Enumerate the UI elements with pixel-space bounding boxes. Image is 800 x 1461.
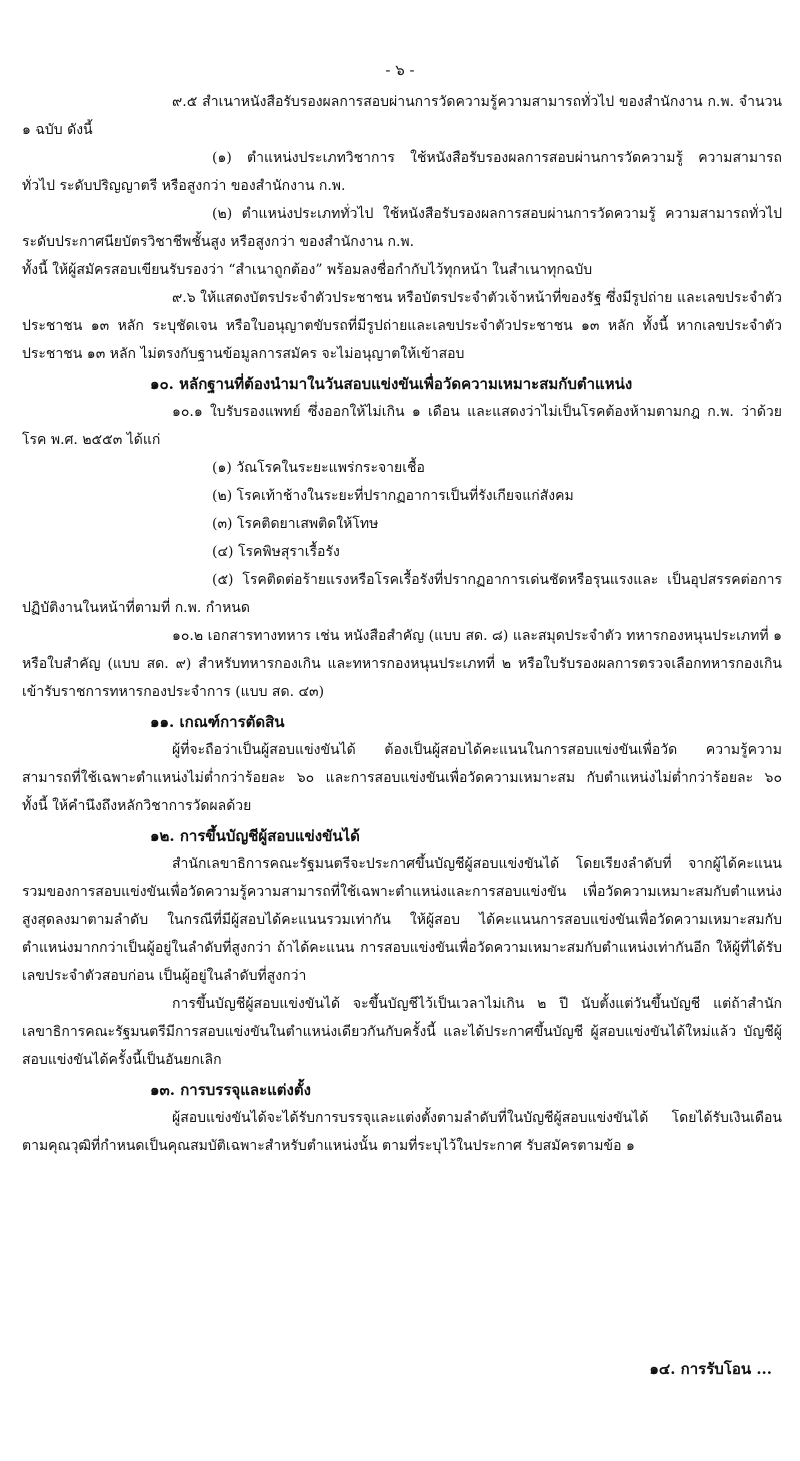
section-13-body: ผู้สอบแข่งขันได้จะได้รับการบรรจุและแต่งตั้งตามลำดับที่ในบัญชีผู้สอบแข่งขันได้ โดยได้รับเงินเดือนตามคุณวุฒิที่กำหนดเป็นคุณสมบัติเฉพาะสำหรับตำแหน่งนั้น ตามที่ระบุไว้ในประกาศ รับสมัครตามข้อ ๑ [22,1110,782,1154]
next-page-marker: ๑๔. การรับโอน ... [649,1360,772,1378]
section-9-5-intro: ๙.๕ สำเนาหนังสือรับรองผลการสอบผ่านการวัดความรู้ความสามารถทั่วไป ของสำนักงาน ก.พ. จำนวน ๑ ฉบับ ดังนี้ [22,94,782,138]
section-10-1-item: (๑) วัณโรคในระยะแพร่กระจายเชื้อ [212,460,425,476]
section-11-heading: ๑๑. เกณฑ์การตัดสิน [150,713,285,731]
section-9-5-note: ทั้งนี้ ให้ผู้สมัครสอบเขียนรับรองว่า “สำเนาถูกต้อง” พร้อมลงชื่อกำกับไว้ทุกหน้า ในสำเนาทุกฉบับ [22,262,593,278]
section-12-body-1: สำนักเลขาธิการคณะรัฐมนตรีจะประกาศขึ้นบัญชีผู้สอบแข่งขันได้ โดยเรียงลำดับที่ จากผู้ได้คะแนนรวมของการสอบแข่งขันเพื่อวัดความรู้ความสามารถที่ใช้เฉพาะตำแหน่งและการสอบแข่งขัน เพื่อวัดความเหมาะสมกับตำแหน่งสูงสุดลงมาตามลำดับ ในกรณีที่มีผู้สอบได้คะแนนรวมเท่ากัน ให้ผู้สอบ ได้คะแนนการสอบแข่งขันเพื่อวัดความเหมาะสมกับตำแหน่งมากกว่าเป็นผู้อยู่ในลำดับที่สูงกว่า ถ้าได้คะแนน การสอบแข่งขันเพื่อวัดความเหมาะสมกับตำแหน่งเท่ากันอีก ให้ผู้ที่ได้รับเลขประจำตัวสอบก่อน เป็นผู้อยู่ในลำดับที่สูงกว่า [22,856,782,984]
section-12-heading: ๑๒. การขึ้นบัญชีผู้สอบแข่งขันได้ [150,827,360,845]
section-10-1-item-5: (๕) โรคติดต่อร้ายแรงหรือโรคเรื้อรังที่ปรากฏอาการเด่นชัดหรือรุนแรงและ เป็นอุปสรรคต่อการปฏิบัติงานในหน้าที่ตามที่ ก.พ. กำหนด [22,572,782,616]
section-10-1-item: (๓) โรคติดยาเสพติดให้โทษ [212,516,379,532]
page-number: - ๖ - [385,61,415,79]
section-9-5-item-2: (๒) ตำแหน่งประเภททั่วไป ใช้หนังสือรับรองผลการสอบผ่านการวัดความรู้ ความสามารถทั่วไป ระดับประกาศนียบัตรวิชาชีพชั้นสูง หรือสูงกว่า ของสำนักงาน ก.พ. [22,206,782,250]
section-10-heading: ๑๐. หลักฐานที่ต้องนำมาในวันสอบแข่งขันเพื่อวัดความเหมาะสมกับตำแหน่ง [150,375,633,393]
section-12-body-2: การขึ้นบัญชีผู้สอบแข่งขันได้ จะขึ้นบัญชีไว้เป็นเวลาไม่เกิน ๒ ปี นับตั้งแต่วันขึ้นบัญชี แต่ถ้าสำนักเลขาธิการคณะรัฐมนตรีมีการสอบแข่งขันในตำแหน่งเดียวกันกับครั้งนี้ และได้ประกาศขึ้นบัญชี ผู้สอบแข่งขันได้ใหม่แล้ว บัญชีผู้สอบแข่งขันได้ครั้งนี้เป็นอันยกเลิก [22,996,782,1068]
section-10-2: ๑๐.๒ เอกสารทางทหาร เช่น หนังสือสำคัญ (แบบ สด. ๘) และสมุดประจำตัว ทหารกองหนุนประเภทที่ ๑ หรือใบสำคัญ (แบบ สด. ๙) สำหรับทหารกองเกิน และทหารกองหนุนประเภทที่ ๒ หรือใบรับรองผลการตรวจเลือกทหารกองเกินเข้ารับราชการทหารกองประจำการ (แบบ สด. ๔๓) [22,628,782,700]
section-9-6: ๙.๖ ให้แสดงบัตรประจำตัวประชาชน หรือบัตรประจำตัวเจ้าหน้าที่ของรัฐ ซึ่งมีรูปถ่าย และเลขประจำตัวประชาชน ๑๓ หลัก ระบุชัดเจน หรือใบอนุญาตขับรถที่มีรูปถ่ายและเลขประจำตัวประชาชน ๑๓ หลัก ทั้งนี้ หากเลขประจำตัวประชาชน ๑๓ หลัก ไม่ตรงกับฐานข้อมูลการสมัคร จะไม่อนุญาตให้เข้าสอบ [22,290,782,362]
section-10-1-item: (๔) โรคพิษสุราเรื้อรัง [212,544,340,560]
section-11-body: ผู้ที่จะถือว่าเป็นผู้สอบแข่งขันได้ ต้องเป็นผู้สอบได้คะแนนในการสอบแข่งขันเพื่อวัด ความรู้ความสามารถที่ใช้เฉพาะตำแหน่งไม่ต่ำกว่าร้อยละ ๖๐ และการสอบแข่งขันเพื่อวัดความเหมาะสม กับตำแหน่งไม่ต่ำกว่าร้อยละ ๖๐ ทั้งนี้ ให้คำนึงถึงหลักวิชาการวัดผลด้วย [22,742,782,814]
section-9-5-item-1: (๑) ตำแหน่งประเภทวิชาการ ใช้หนังสือรับรองผลการสอบผ่านการวัดความรู้ ความสามารถทั่วไป ระดับปริญญาตรี หรือสูงกว่า ของสำนักงาน ก.พ. [22,150,782,194]
section-10-1-item: (๒) โรคเท้าช้างในระยะที่ปรากฏอาการเป็นที่รังเกียจแก่สังคม [212,488,574,504]
section-13-heading: ๑๓. การบรรจุและแต่งตั้ง [150,1081,311,1099]
section-10-1: ๑๐.๑ ใบรับรองแพทย์ ซึ่งออกให้ไม่เกิน ๑ เดือน และแสดงว่าไม่เป็นโรคต้องห้ามตามกฎ ก.พ. ว่าด้วยโรค พ.ศ. ๒๕๕๓ ได้แก่ [22,404,782,448]
